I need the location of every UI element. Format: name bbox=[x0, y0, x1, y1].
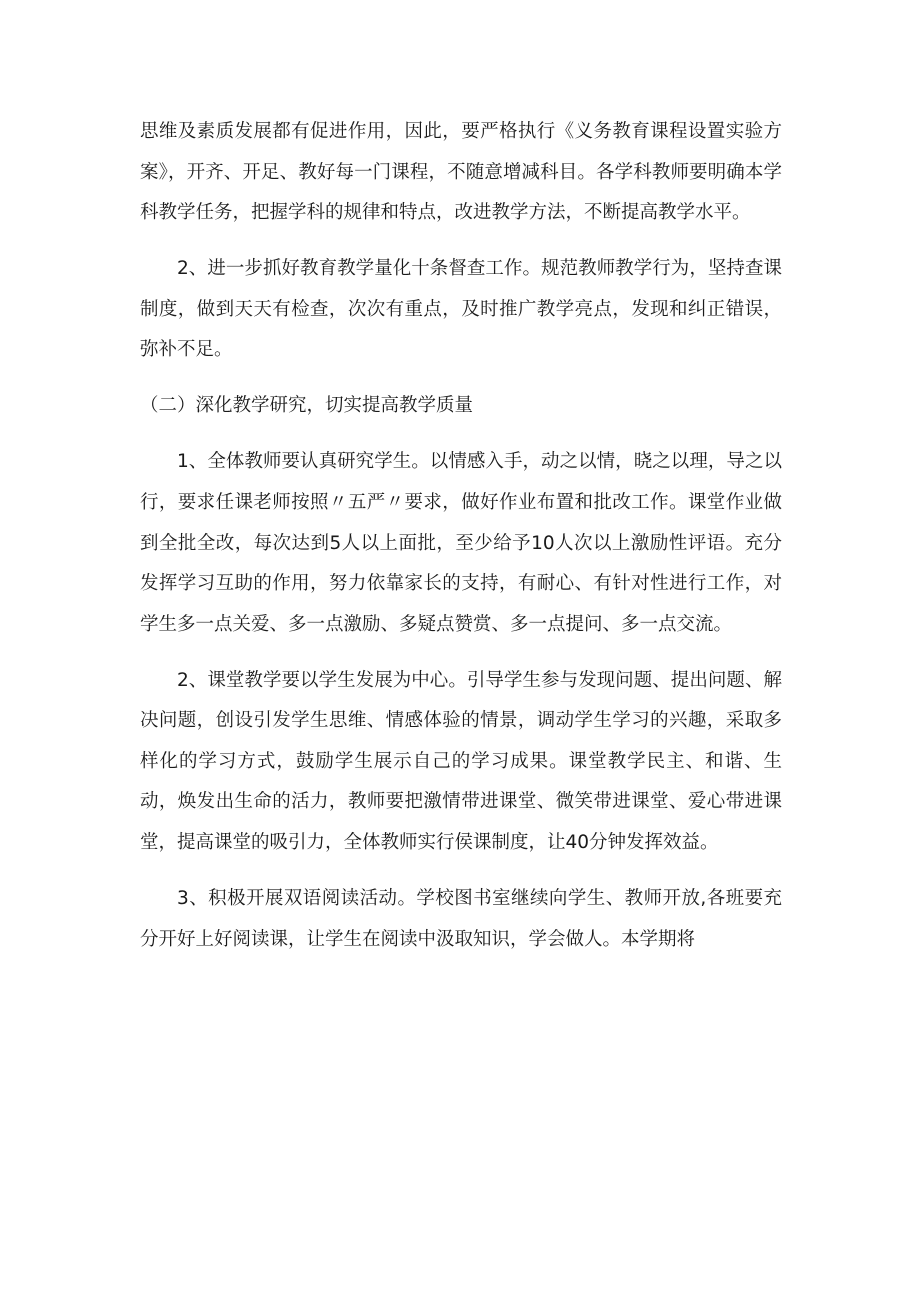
paragraph-continuation: 思维及素质发展都有促进作用，因此，要严格执行《义务教育课程设置实验方案》，开齐、开足、教好每一门课程，不随意增减科目。各学科教师要明确本学科教学任务，把握学科的规律和特点，改进教学方法，不断提高教学水平。 bbox=[140, 121, 782, 224]
section-heading: （二）深化教学研究，切实提高教学质量 bbox=[140, 395, 474, 417]
paragraph-item-2-supervision: 2、进一步抓好教育教学量化十条督查工作。规范教师教学行为，坚持查课制度，做到天天有检查，次次有重点，及时推广教学亮点，发现和纠正错误，弥补不足。 bbox=[140, 258, 782, 361]
paragraph-item-3-reading: 3、积极开展双语阅读活动。学校图书室继续向学生、教师开放,各班要充分开好上好阅读课，让学生在阅读中汲取知识，学会做人。本学期将 bbox=[140, 888, 782, 950]
paragraph-item-1-study-students: 1、全体教师要认真研究学生。以情感入手，动之以情，晓之以理，导之以行，要求任课老师按照〃五严〃要求，做好作业布置和批改工作。课堂作业做到全批全改，每次达到5人以上面批，至少给予10人次以上激励性评语。充分发挥学习互助的作用，努力依靠家长的支持，有耐心、有针对性进行工作，对学生多一点关爱、多一点激励、多疑点赞赏、多一点提问、多一点交流。 bbox=[140, 451, 782, 635]
document-body bbox=[140, 112, 782, 960]
paragraph-item-2-classroom: 2、课堂教学要以学生发展为中心。引导学生参与发现问题、提出问题、解决问题，创设引发学生思维、情感体验的情景，调动学生学习的兴趣，采取多样化的学习方式，鼓励学生展示自己的学习成果。课堂教学民主、和谐、生动，焕发出生命的活力，教师要把激情带进课堂、微笑带进课堂、爱心带进课堂，提高课堂的吸引力，全体教师实行侯课制度，让40分钟发挥效益。 bbox=[140, 669, 782, 854]
